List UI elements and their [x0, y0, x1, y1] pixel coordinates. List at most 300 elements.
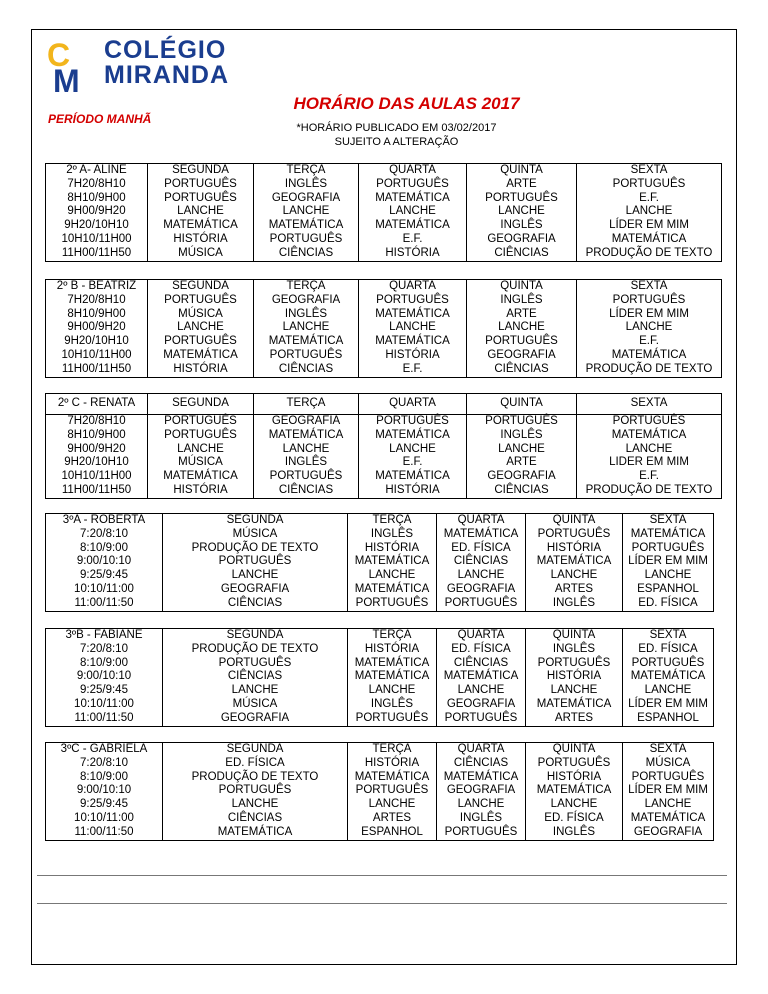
schedule-entry: 7H20/8H10 — [67, 415, 126, 427]
schedule-entry: 9H00/9H20 — [67, 442, 126, 455]
schedule-entry: MATEMÁTICA — [354, 555, 430, 568]
schedule-entry: LIDER EM MIM — [609, 456, 689, 469]
schedule-entry: CIÊNCIAS — [278, 483, 334, 496]
schedule-entry: 10:10/11:00 — [74, 582, 134, 595]
day-column-cell — [163, 514, 348, 612]
schedule-entry: MATEMÁTICA — [375, 307, 450, 320]
day-column-cell — [348, 514, 437, 612]
column-header: QUINTA — [552, 514, 596, 526]
schedule-entry: ESPANHOL — [637, 582, 699, 595]
schedule-entry: PORTUGUÊS — [218, 784, 292, 797]
schedule-entry: 8:10/9:00 — [80, 656, 128, 669]
schedule-entry: MATEMÁTICA — [611, 348, 687, 361]
schedule-entry: LANCHE — [625, 442, 673, 455]
schedule-entry: CIÊNCIAS — [453, 656, 509, 669]
column-header: QUINTA — [500, 280, 543, 292]
class-times-cell — [46, 514, 163, 612]
day-column-cell — [623, 743, 714, 841]
schedule-entry: GEOGRAFIA — [220, 582, 290, 595]
schedule-entry: MÚSICA — [232, 697, 278, 710]
day-column-cell — [348, 743, 437, 841]
schedule-entry: PRODUÇÃO DE TEXTO — [585, 362, 713, 375]
schedule-entry: 9:00/10:10 — [76, 670, 132, 683]
schedule-entry: MATEMÁTICA — [630, 811, 706, 824]
schedule-entry: ESPANHOL — [637, 711, 699, 724]
schedule-entry: MATEMÁTICA — [375, 470, 450, 483]
schedule-entry: E.F. — [639, 470, 659, 483]
schedule-entry: ED. FÍSICA — [225, 756, 285, 769]
schedule-entry: 9:25/9:45 — [80, 798, 128, 811]
schedule-entry: INGLÊS — [500, 428, 543, 441]
svg-text:M: M — [53, 63, 80, 96]
schedule-entry: GEOGRAFIA — [271, 191, 341, 204]
schedule-entry: MÚSICA — [232, 527, 278, 540]
schedule-entry: MATEMÁTICA — [375, 191, 450, 204]
note-line-1: *HORÁRIO PUBLICADO EM 03/02/2017 — [296, 122, 497, 134]
schedule-entry: PRODUÇÃO DE TEXTO — [191, 770, 319, 783]
column-header: QUINTA — [500, 397, 543, 410]
schedule-entry: MATEMÁTICA — [163, 470, 238, 483]
schedule-entry: PORTUGUÊS — [537, 656, 611, 669]
column-header: QUINTA — [552, 743, 596, 755]
day-column-cell — [148, 394, 254, 415]
schedule-entry: GEOGRAFIA — [446, 697, 516, 710]
column-header: SEGUNDA — [226, 629, 284, 641]
day-column-cell — [359, 164, 467, 262]
svg-text:C: C — [47, 37, 71, 73]
schedule-entry: LANCHE — [368, 798, 416, 811]
schedule-entry: PORTUGUÊS — [164, 428, 237, 441]
column-header: SEGUNDA — [226, 743, 284, 755]
schedule-entry: HISTÓRIA — [364, 541, 420, 554]
schedule-entry: LANCHE — [457, 798, 505, 811]
schedule-entry: E.F. — [639, 191, 659, 204]
schedule-entry: HISTÓRIA — [385, 348, 440, 361]
schedule-entry: PRODUÇÃO DE TEXTO — [585, 483, 713, 496]
column-header: QUARTA — [389, 397, 436, 410]
schedule-entry: 11:00/11:50 — [74, 825, 134, 838]
schedule-entry: MATEMÁTICA — [354, 582, 430, 595]
column-header: TERÇA — [286, 397, 326, 410]
class-times-cell — [46, 280, 148, 378]
column-header: SEXTA — [649, 629, 687, 641]
day-column-cell — [148, 415, 254, 499]
schedule-entry: HISTÓRIA — [173, 362, 228, 375]
schedule-entry: 10:10/11:00 — [74, 697, 134, 710]
schedule-entry: PORTUGUÊS — [164, 335, 237, 348]
schedule-entry: E.F. — [402, 362, 423, 375]
school-name-line1: COLÉGIO — [104, 36, 227, 64]
schedule-entry: MÚSICA — [178, 246, 223, 259]
day-column-cell — [467, 280, 577, 378]
day-column-cell — [577, 164, 722, 262]
schedule-entry: PORTUGUÊS — [612, 177, 686, 190]
schedule-entry: 9H00/9H20 — [67, 321, 126, 334]
schedule-entry: 9H20/10H10 — [64, 456, 129, 469]
column-header: SEXTA — [630, 280, 668, 292]
schedule-entry: PORTUGUÊS — [164, 177, 237, 190]
schedule-entry: 7:20/8:10 — [80, 642, 128, 655]
column-header: 3ºA - ROBERTA — [62, 514, 146, 526]
schedule-entry: PORTUGUÊS — [355, 784, 429, 797]
schedule-entry: LANCHE — [644, 684, 692, 697]
column-header: QUINTA — [500, 164, 543, 176]
schedule-entry: ED. FÍSICA — [638, 596, 698, 609]
schedule-entry: PRODUÇÃO DE TEXTO — [191, 541, 319, 554]
schedule-entry: GEOGRAFIA — [633, 825, 703, 838]
day-column-cell — [359, 415, 467, 499]
day-column-cell — [359, 394, 467, 415]
day-column-cell — [254, 280, 359, 378]
schedule-entry: 11H00/11H50 — [61, 483, 132, 496]
schedule-entry: PORTUGUÊS — [218, 656, 292, 669]
schedule-entry: INGLÊS — [370, 527, 414, 540]
schedule-entry: INGLÊS — [284, 456, 328, 469]
schedule-entry: LÍDER EM MIM — [609, 307, 689, 320]
table-row — [46, 394, 722, 415]
schedule-table — [45, 513, 714, 612]
schedule-entry: ARTE — [506, 177, 537, 190]
schedule-entry: LANCHE — [625, 321, 673, 334]
note-line-2: SUJEITO A ALTERAÇÃO — [334, 136, 459, 148]
column-header: QUARTA — [389, 164, 436, 176]
schedule-entry: E.F. — [402, 232, 423, 245]
schedule-entry: LÍDER EM MIM — [628, 697, 708, 710]
schedule-entry: PORTUGUÊS — [485, 335, 558, 348]
schedule-entry: PORTUGUÊS — [164, 293, 237, 306]
table-row — [46, 280, 722, 378]
schedule-entry: LANCHE — [550, 798, 598, 811]
schedule-entry: LANCHE — [282, 205, 330, 218]
column-header: SEXTA — [649, 743, 687, 755]
schedule-entry: MATEMÁTICA — [611, 428, 687, 441]
column-header: QUINTA — [552, 629, 596, 641]
column-header: TERÇA — [286, 280, 326, 292]
schedule-entry: MATEMÁTICA — [217, 825, 293, 838]
class-times-cell — [46, 743, 163, 841]
day-column-cell — [254, 394, 359, 415]
column-header: QUARTA — [457, 629, 505, 641]
schedule-entry: LANCHE — [177, 205, 224, 218]
schedule-table — [45, 393, 722, 499]
column-header: 3ºB - FABIANE — [65, 629, 143, 641]
schedule-entry: ARTES — [554, 582, 594, 595]
schedule-entry: MATEMÁTICA — [163, 348, 238, 361]
schedule-entry: 10:10/11:00 — [74, 811, 134, 824]
column-header: TERÇA — [372, 629, 412, 641]
schedule-entry: GEOGRAFIA — [271, 415, 341, 427]
schedule-entry: HISTÓRIA — [546, 541, 602, 554]
schedule-entry: INGLÊS — [500, 219, 543, 232]
schedule-entry: LANCHE — [282, 321, 330, 334]
schedule-entry: E.F. — [402, 456, 423, 469]
column-header: 2º B - BEATRIZ — [56, 280, 137, 292]
schedule-entry: E.F. — [639, 335, 659, 348]
schedule-entry: PORTUGUÊS — [376, 177, 449, 190]
schedule-entry: CIÊNCIAS — [278, 246, 334, 259]
day-column-cell — [348, 629, 437, 727]
schedule-entry: PORTUGUÊS — [485, 191, 558, 204]
schedule-entry: PORTUGUÊS — [164, 415, 237, 427]
day-column-cell — [148, 164, 254, 262]
schedule-entry: CIÊNCIAS — [227, 670, 283, 683]
schedule-entry: ED. FÍSICA — [451, 541, 511, 554]
schedule-entry: MÚSICA — [178, 307, 223, 320]
column-header: QUARTA — [389, 280, 436, 292]
schedule-entry: 9:00/10:10 — [76, 784, 132, 797]
schedule-entry: PORTUGUÊS — [218, 555, 292, 568]
schedule-entry: INGLÊS — [370, 697, 414, 710]
schedule-entry: LANCHE — [498, 321, 545, 334]
schedule-table — [45, 279, 722, 378]
schedule-entry: PRODUÇÃO DE TEXTO — [585, 246, 713, 259]
schedule-entry: ARTE — [506, 307, 537, 320]
schedule-entry: 10H10/11H00 — [61, 232, 132, 245]
schedule-entry: HISTÓRIA — [173, 232, 228, 245]
column-header: SEGUNDA — [172, 164, 229, 176]
schedule-entry: PORTUGUÊS — [444, 596, 518, 609]
schedule-entry: INGLÊS — [552, 642, 596, 655]
column-header: SEXTA — [649, 514, 687, 526]
column-header: SEXTA — [630, 164, 668, 176]
schedule-entry: LÍDER EM MIM — [628, 555, 708, 568]
column-header: QUARTA — [457, 743, 505, 755]
schedule-entry: INGLÊS — [552, 596, 596, 609]
schedule-entry: MATEMÁTICA — [536, 697, 612, 710]
table-row — [46, 514, 714, 612]
schedule-entry: HISTÓRIA — [364, 756, 420, 769]
day-column-cell — [526, 629, 623, 727]
schedule-entry: INGLÊS — [284, 177, 328, 190]
schedule-entry: LANCHE — [644, 569, 692, 582]
schedule-entry: GEOGRAFIA — [487, 232, 556, 245]
class-times-cell — [46, 415, 148, 499]
day-column-cell — [577, 415, 722, 499]
schedule-entry: LÍDER EM MIM — [609, 219, 689, 232]
schedule-entry: LANCHE — [389, 205, 436, 218]
schedule-entry: HISTÓRIA — [385, 246, 440, 259]
schedule-entry: PORTUGUÊS — [537, 756, 611, 769]
schedule-entry: LANCHE — [177, 442, 224, 455]
day-column-cell — [577, 394, 722, 415]
schedule-entry: 8:10/9:00 — [80, 541, 128, 554]
schedule-entry: 10H10/11H00 — [61, 470, 132, 483]
schedule-entry: LANCHE — [625, 205, 673, 218]
schedule-entry: 10H10/11H00 — [61, 348, 132, 361]
schedule-entry: INGLÊS — [500, 293, 543, 306]
schedule-entry: 8H10/9H00 — [67, 428, 126, 441]
schedule-entry: LANCHE — [368, 684, 416, 697]
period-label: PERÍODO MANHÃ — [48, 112, 152, 126]
day-column-cell — [254, 164, 359, 262]
day-column-cell — [467, 415, 577, 499]
page-title: HORÁRIO DAS AULAS 2017 — [293, 94, 520, 113]
schedule-entry: MATEMÁTICA — [375, 219, 450, 232]
schedule-entry: GEOGRAFIA — [487, 348, 556, 361]
schedule-entry: ESPANHOL — [361, 825, 423, 838]
schedule-entry: PORTUGUÊS — [444, 711, 518, 724]
schedule-entry: GEOGRAFIA — [446, 784, 516, 797]
schedule-entry: GEOGRAFIA — [271, 293, 341, 306]
schedule-entry: LANCHE — [389, 321, 436, 334]
schedule-entry: 8H10/9H00 — [67, 191, 126, 204]
schedule-entry: 11:00/11:50 — [74, 711, 134, 724]
schedule-entry: 9H20/10H10 — [64, 335, 129, 348]
day-column-cell — [623, 629, 714, 727]
schedule-entry: PORTUGUÊS — [485, 415, 558, 427]
day-column-cell — [148, 280, 254, 378]
column-header: SEGUNDA — [172, 397, 229, 410]
class-times-cell — [46, 394, 148, 415]
schedule-entry: 9:25/9:45 — [80, 684, 128, 697]
schedule-entry: GEOGRAFIA — [220, 711, 290, 724]
class-times-cell — [46, 164, 148, 262]
column-header: TERÇA — [372, 514, 412, 526]
schedule-entry: MATEMÁTICA — [611, 232, 687, 245]
schedule-entry: MATEMÁTICA — [268, 428, 344, 441]
schedule-entry: ARTE — [506, 456, 537, 469]
schedule-entry: CIÊNCIAS — [453, 555, 509, 568]
schedule-entry: HISTÓRIA — [385, 483, 440, 496]
schedule-entry: INGLÊS — [459, 811, 503, 824]
schedule-entry: INGLÊS — [552, 825, 596, 838]
schedule-entry: PORTUGUÊS — [612, 415, 686, 427]
schedule-entry: MATEMÁTICA — [443, 770, 519, 783]
schedule-entry: PORTUGUÊS — [444, 825, 518, 838]
schedule-entry: PORTUGUÊS — [376, 415, 449, 427]
table-row — [46, 743, 714, 841]
day-column-cell — [623, 514, 714, 612]
schedule-entry: LANCHE — [457, 684, 505, 697]
schedule-entry: CIÊNCIAS — [494, 246, 549, 259]
schedule-entry: INGLÊS — [284, 307, 328, 320]
day-column-cell — [467, 394, 577, 415]
schedule-entry: MATEMÁTICA — [375, 335, 450, 348]
day-column-cell — [437, 514, 526, 612]
schedule-table — [45, 742, 714, 841]
schedule-entry: 7H20/8H10 — [67, 177, 126, 190]
school-name — [104, 38, 229, 88]
day-column-cell — [437, 629, 526, 727]
schedule-entry: MÚSICA — [178, 456, 223, 469]
schedule-entry: LANCHE — [498, 205, 545, 218]
schedule-entry: HISTÓRIA — [173, 483, 228, 496]
schedule-table — [45, 163, 722, 262]
schedule-entry: LANCHE — [457, 569, 505, 582]
schedule-entry: ARTES — [554, 711, 594, 724]
schedule-entry: 7H20/8H10 — [67, 293, 126, 306]
schedule-entry: LANCHE — [177, 321, 224, 334]
schedule-entry: MATEMÁTICA — [536, 555, 612, 568]
table-row — [46, 629, 714, 727]
schedule-entry: 8H10/9H00 — [67, 307, 126, 320]
schedule-entry: CIÊNCIAS — [453, 756, 509, 769]
schedule-entry: LANCHE — [368, 569, 416, 582]
schedule-entry: LANCHE — [231, 569, 279, 582]
schedule-entry: LANCHE — [282, 442, 330, 455]
schedule-entry: HISTÓRIA — [364, 642, 420, 655]
schedule-entry: 7:20/8:10 — [80, 527, 128, 540]
schedule-entry: CIÊNCIAS — [227, 811, 283, 824]
schedule-entry: PORTUGUÊS — [164, 191, 237, 204]
day-column-cell — [526, 514, 623, 612]
schedule-entry: LANCHE — [231, 798, 279, 811]
column-header: TERÇA — [286, 164, 326, 176]
class-times-cell — [46, 629, 163, 727]
schedule-entry: PORTUGUÊS — [269, 470, 343, 483]
day-column-cell — [163, 629, 348, 727]
schedule-entry: PORTUGUÊS — [376, 293, 449, 306]
publication-note — [0, 121, 768, 149]
schedule-entry: 9:00/10:10 — [76, 555, 132, 568]
column-header: SEGUNDA — [172, 280, 229, 292]
schedule-entry: PORTUGUÊS — [631, 770, 705, 783]
schedule-entry: ED. FÍSICA — [451, 642, 511, 655]
schedule-entry: CIÊNCIAS — [278, 362, 334, 375]
schedule-entry: MATEMÁTICA — [163, 219, 238, 232]
schedule-entry: LANCHE — [389, 442, 436, 455]
schedule-entry: CIÊNCIAS — [494, 483, 549, 496]
schedule-entry: 11H00/11H50 — [61, 362, 132, 375]
schedule-entry: HISTÓRIA — [546, 670, 602, 683]
schedule-table — [45, 628, 714, 727]
day-column-cell — [526, 743, 623, 841]
schedule-entry: LANCHE — [231, 684, 279, 697]
schedule-entry: 7:20/8:10 — [80, 756, 128, 769]
schedule-entry: 8:10/9:00 — [80, 770, 128, 783]
schedule-entry: MÚSICA — [645, 756, 691, 769]
schedule-entry: ED. FÍSICA — [638, 642, 698, 655]
column-header: SEGUNDA — [226, 514, 284, 526]
schedule-entry: PORTUGUÊS — [269, 232, 343, 245]
schedule-entry: PORTUGUÊS — [269, 348, 343, 361]
schedule-entry: PORTUGUÊS — [355, 596, 429, 609]
schedule-entry: 9H00/9H20 — [67, 205, 126, 218]
schedule-entry: HISTÓRIA — [546, 770, 602, 783]
schedule-entry: GEOGRAFIA — [487, 470, 556, 483]
column-header: 2º A- ALINE — [66, 164, 127, 176]
schedule-entry: MATEMÁTICA — [630, 670, 706, 683]
separator-line — [37, 875, 727, 876]
column-header: SEXTA — [630, 397, 668, 410]
schedule-entry: ARTES — [372, 811, 412, 824]
schedule-entry: MATEMÁTICA — [630, 527, 706, 540]
schedule-entry: 11H00/11H50 — [61, 246, 132, 259]
schedule-entry: MATEMÁTICA — [354, 656, 430, 669]
schedule-entry: PORTUGUÊS — [355, 711, 429, 724]
schedule-entry: MATEMÁTICA — [536, 784, 612, 797]
schedule-entry: LANCHE — [550, 684, 598, 697]
column-header: 2º C - RENATA — [57, 397, 136, 410]
day-column-cell — [467, 164, 577, 262]
schedule-entry: 11:00/11:50 — [74, 596, 134, 609]
schedule-entry: LÍDER EM MIM — [628, 784, 708, 797]
schedule-entry: LANCHE — [644, 798, 692, 811]
schedule-entry: CIÊNCIAS — [227, 596, 283, 609]
schedule-entry: 9H20/10H10 — [64, 219, 129, 232]
schedule-entry: MATEMÁTICA — [443, 527, 519, 540]
schedule-entry: MATEMÁTICA — [268, 335, 344, 348]
schedule-entry: MATEMÁTICA — [354, 670, 430, 683]
schedule-entry: GEOGRAFIA — [446, 582, 516, 595]
schedule-entry: PORTUGUÊS — [612, 293, 686, 306]
schedule-entry: LANCHE — [550, 569, 598, 582]
table-row — [46, 415, 722, 499]
column-header: QUARTA — [457, 514, 505, 526]
schedule-entry: MATEMÁTICA — [354, 770, 430, 783]
day-column-cell — [359, 280, 467, 378]
day-column-cell — [437, 743, 526, 841]
